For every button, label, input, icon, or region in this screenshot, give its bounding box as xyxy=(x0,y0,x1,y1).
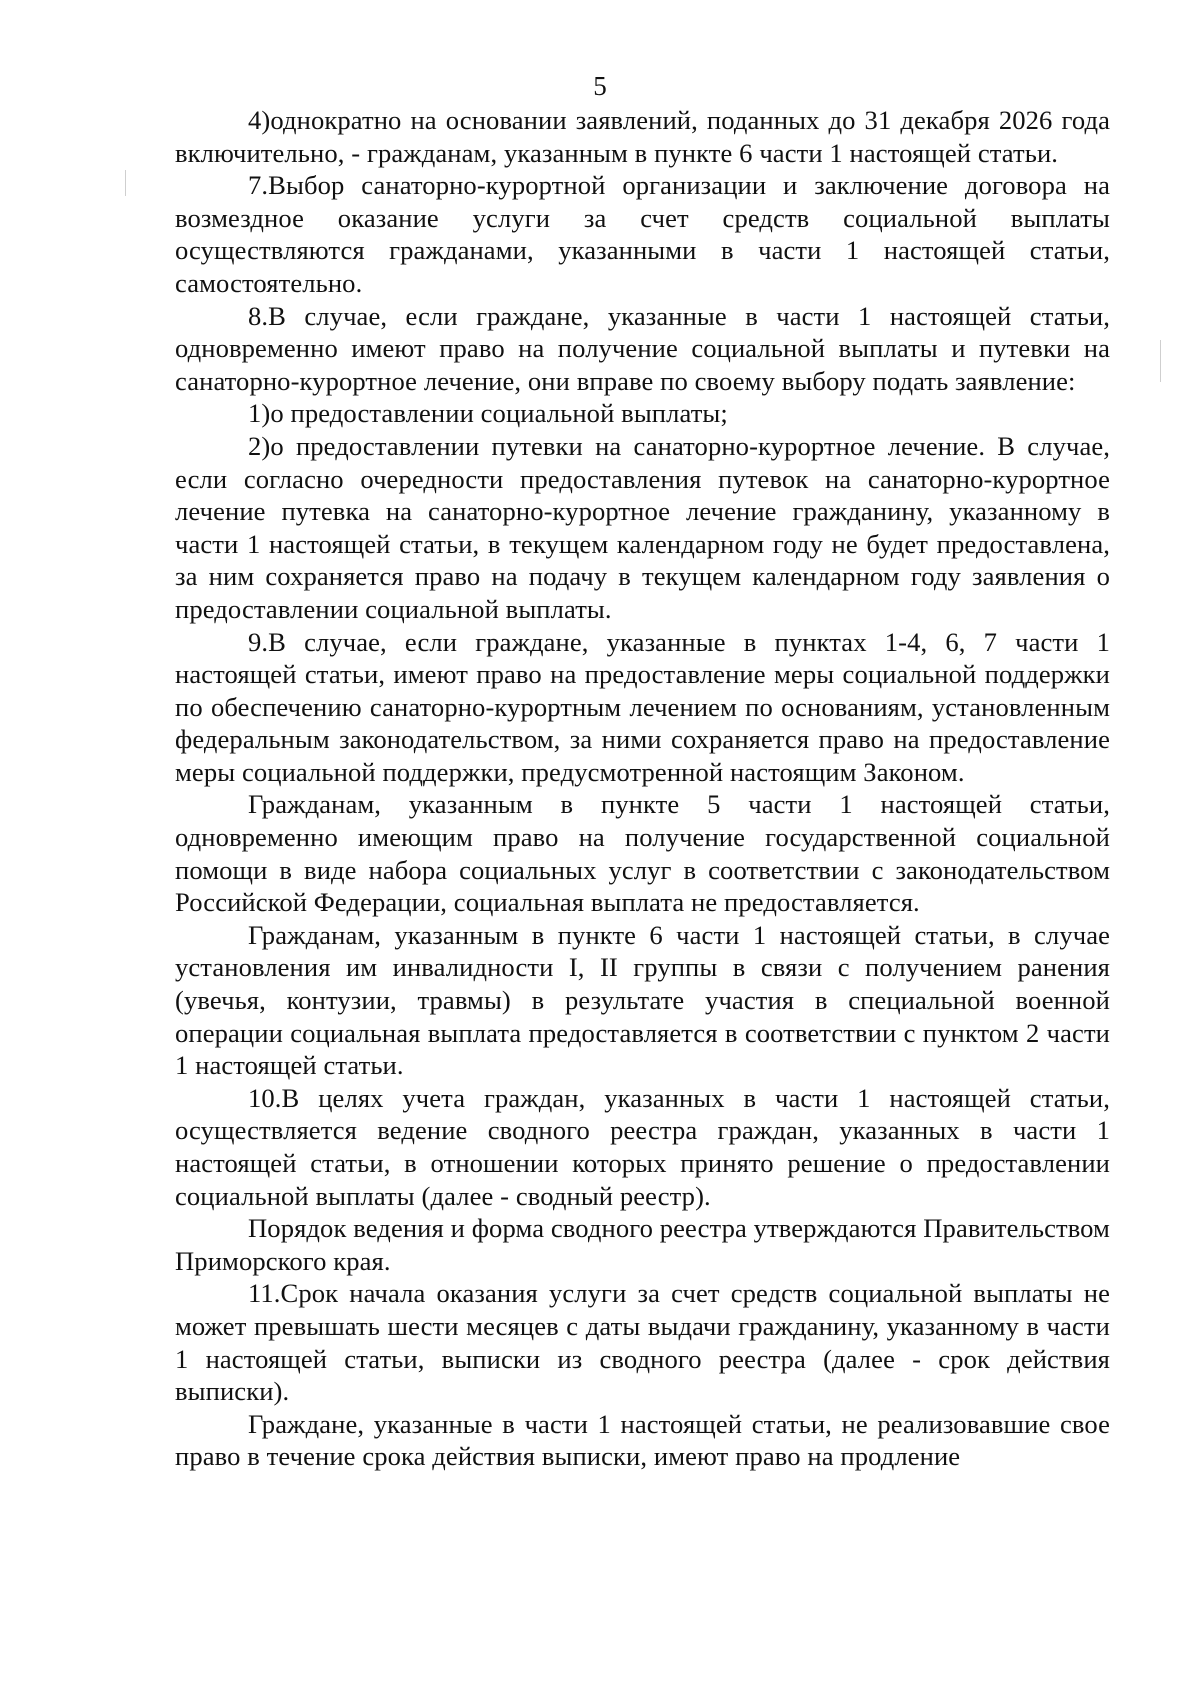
paragraph-part-10-clause-2: Порядок ведения и форма сводного реестра утверждаются Правительством Приморского края. xyxy=(175,1213,1110,1276)
scan-margin-mark xyxy=(1160,340,1161,382)
paragraph-part-8: 8.В случае, если граждане, указанные в части 1 настоящей статьи, одновременно имеют право на получение социальной выплаты и путевки на санаторно-курортное лечение, они вправе по своему выбору подать заявление: xyxy=(175,300,1110,396)
paragraph-part-9-clause-2: Гражданам, указанным в пункте 5 части 1 настоящей статьи, одновременно имеющим право на получение государственной социальной помощи в виде набора социальных услуг в соответствии с законодательством Российской Федерации, социальная выплата не предоставляется. xyxy=(175,789,1110,918)
paragraph-option-2: 2)о предоставлении путевки на санаторно-курортное лечение. В случае, если согласно очередности предоставления путевок на санаторно-курортное лечение путевка на санаторно-курортное лечение гражданину, указанному в части 1 настоящей статьи, в текущем календарном году не будет предоставлена, за ним сохраняется право на подачу в текущем календарном году заявления о предоставлении социальной выплаты. xyxy=(175,430,1110,624)
paragraph-part-9: 9.В случае, если граждане, указанные в пунктах 1-4, 6, 7 части 1 настоящей статьи, имеют право на предоставление меры социальной поддержки по обеспечению санаторно-курортным лечением по основаниям, установленным федеральным законодательством, за ними сохраняется право на предоставление меры социальной поддержки, предусмотренной настоящим Законом. xyxy=(175,626,1110,787)
paragraph-item-4: 4)однократно на основании заявлений, поданных до 31 декабря 2026 года включительно, - гражданам, указанным в пункте 6 части 1 настоящей статьи. xyxy=(175,105,1110,168)
paragraph-part-10: 10.В целях учета граждан, указанных в части 1 настоящей статьи, осуществляется ведение сводного реестра граждан, указанных в части 1 настоящей статьи, в отношении которых принято решение о предоставлении социальной выплаты (далее - сводный реестр). xyxy=(175,1082,1110,1211)
paragraph-part-9-clause-3: Гражданам, указанным в пункте 6 части 1 настоящей статьи, в случае установления им инвалидности I, II группы в связи с получением ранения (увечья, контузии, травмы) в результате участия в специальной военной операции социальная выплата предоставляется в соответствии с пунктом 2 части 1 настоящей статьи. xyxy=(175,919,1110,1081)
scan-margin-mark xyxy=(125,170,126,196)
page-number: 5 xyxy=(593,71,607,101)
document-body xyxy=(175,104,1110,1473)
paragraph-part-11: 11.Срок начала оказания услуги за счет средств социальной выплаты не может превышать шести месяцев с даты выдачи гражданину, указанному в части 1 настоящей статьи, выписки из сводного реестра (далее - срок действия выписки). xyxy=(175,1278,1110,1407)
paragraph-part-11-clause-2: Граждане, указанные в части 1 настоящей статьи, не реализовавшие свое право в течение срока действия выписки, имеют право на продление xyxy=(175,1408,1110,1472)
paragraph-part-7: 7.Выбор санаторно-курортной организации и заключение договора на возмездное оказание услуги за счет средств социальной выплаты осуществляются гражданами, указанными в части 1 настоящей статьи, самостоятельно. xyxy=(175,170,1110,298)
paragraph-option-1: 1)о предоставлении социальной выплаты; xyxy=(248,398,728,429)
